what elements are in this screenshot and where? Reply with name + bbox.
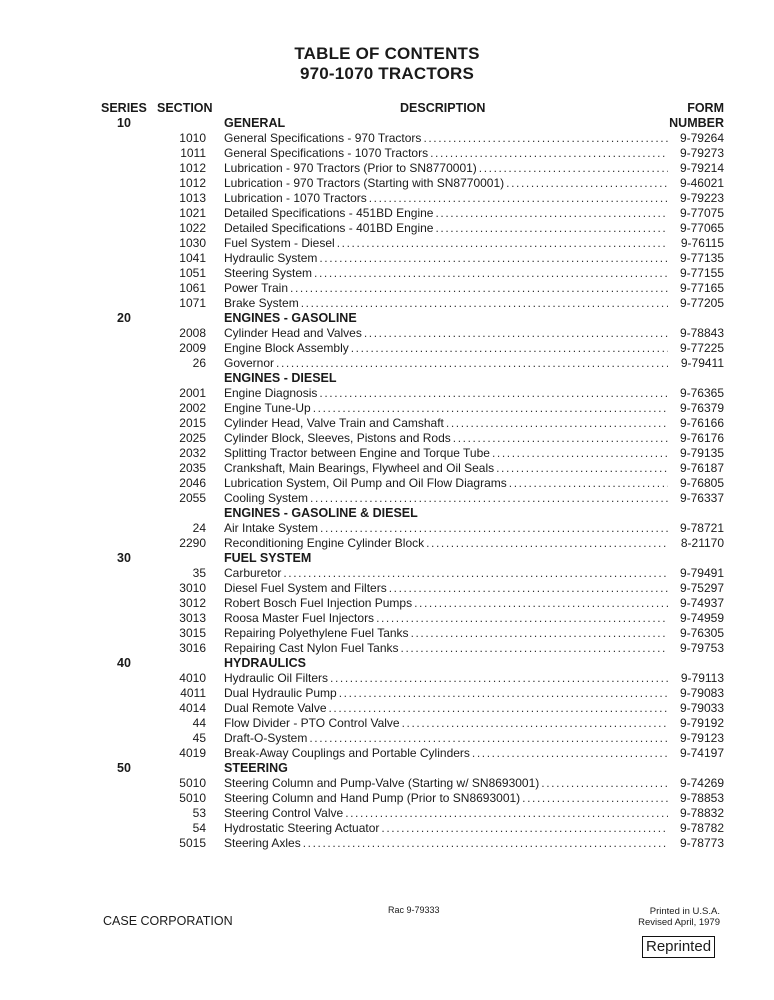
form-number: 9-79273 [679,146,724,160]
dot-leader [541,776,668,791]
section-number: 5015 [179,836,206,850]
table-row [0,731,774,746]
printed-location: Printed in U.S.A. [649,906,720,917]
section-number: 4010 [179,671,206,685]
form-number: 9-79264 [679,131,724,145]
series-number: 20 [117,311,131,325]
form-number: 9-76337 [679,491,724,505]
form-number: 9-74269 [679,776,724,790]
category-heading: ENGINES - DIESEL [224,371,337,385]
description-cell [224,686,668,701]
section-number: 1022 [179,221,206,235]
table-row [0,521,774,536]
form-number: 9-77205 [679,296,724,310]
dot-leader [446,416,668,431]
table-row [0,281,774,296]
table-row [0,461,774,476]
description-cell [224,581,668,596]
description-text: Diesel Fuel System and Filters [224,581,387,595]
dot-leader [496,461,668,476]
dot-leader [376,611,668,626]
description-cell [224,326,668,341]
description-cell [224,521,668,536]
description-cell [224,641,668,656]
description-cell [224,266,668,281]
section-number: 1041 [179,251,206,265]
table-row [0,746,774,761]
dot-leader [339,686,668,701]
description-text: Detailed Specifications - 401BD Engine [224,221,434,235]
dot-leader [303,836,668,851]
section-number: 5010 [179,791,206,805]
form-number: 9-78773 [679,836,724,850]
form-number: 9-79123 [679,731,724,745]
description-cell [224,401,668,416]
form-number: 9-79214 [679,161,724,175]
description-text: Engine Tune-Up [224,401,311,415]
section-number: 1021 [179,206,206,220]
description-text: Air Intake System [224,521,319,535]
section-number: 1051 [179,266,206,280]
section-number: 1030 [179,236,206,250]
description-cell [224,386,668,401]
description-text: Cooling System [224,491,309,505]
form-number: 9-77075 [679,206,724,220]
section-number: 2009 [179,341,206,355]
description-cell [224,176,668,191]
dot-leader [472,746,668,761]
table-row [0,416,774,431]
dot-leader [319,386,668,401]
dot-leader [414,596,668,611]
dot-leader [435,221,668,236]
description-text: Hydrostatic Steering Actuator [224,821,380,835]
section-number: 2008 [179,326,206,340]
description-cell [224,281,668,296]
table-row [0,326,774,341]
form-number: 9-75297 [679,581,724,595]
section-number: 2002 [179,401,206,415]
dot-leader [411,626,668,641]
revision-date: Revised April, 1979 [638,917,720,928]
description-text: Draft-O-System [224,731,308,745]
table-row [0,671,774,686]
description-cell [224,776,668,791]
section-number: 3013 [179,611,206,625]
description-text: Crankshaft, Main Bearings, Flywheel and Oil Seals [224,461,495,475]
description-cell [224,671,668,686]
form-number: 9-79033 [679,701,724,715]
table-row [0,161,774,176]
dot-leader [276,356,668,371]
column-header-series: SERIES [101,101,147,115]
table-row [0,191,774,206]
category-row [0,116,774,131]
section-number: 45 [192,731,206,745]
dot-leader [506,176,668,191]
form-number: 9-79192 [679,716,724,730]
section-number: 1013 [179,191,206,205]
table-row [0,176,774,191]
form-number: 9-76305 [679,626,724,640]
column-header-description: DESCRIPTION [400,101,486,115]
description-cell [224,746,668,761]
category-heading: GENERAL [224,116,286,130]
description-cell [224,131,668,146]
category-row [0,551,774,566]
description-cell [224,356,668,371]
category-row [0,311,774,326]
form-number: 9-79113 [680,671,724,685]
section-number: 26 [192,356,206,370]
description-text: Steering System [224,266,313,280]
table-row [0,596,774,611]
description-text: Fuel System - Diesel [224,236,335,250]
dot-leader [310,491,668,506]
form-number: 9-79223 [679,191,724,205]
table-row [0,581,774,596]
category-row [0,506,774,521]
table-row [0,401,774,416]
dot-leader [351,341,668,356]
section-number: 2032 [179,446,206,460]
form-number: 9-46021 [679,176,724,190]
section-number: 1071 [179,296,206,310]
section-number: 2001 [179,386,206,400]
description-text: Steering Column and Hand Pump (Prior to SN8693001) [224,791,521,805]
dot-leader [389,581,668,596]
description-text: Engine Diagnosis [224,386,318,400]
dot-leader [364,326,668,341]
series-number: 10 [117,116,131,130]
section-number: 2290 [179,536,206,550]
form-number: 9-78843 [679,326,724,340]
table-row [0,701,774,716]
section-number: 1012 [179,161,206,175]
section-number: 2035 [179,461,206,475]
description-cell [224,146,668,161]
description-cell [224,611,668,626]
description-cell [224,296,668,311]
page-title [0,44,774,84]
dot-leader [309,731,668,746]
form-number: 9-78832 [679,806,724,820]
table-row [0,251,774,266]
form-number: 9-79491 [679,566,724,580]
dot-leader [453,431,668,446]
description-cell [224,251,668,266]
description-cell [224,596,668,611]
description-text: Governor [224,356,275,370]
form-number: 9-76379 [679,401,724,415]
description-cell [224,626,668,641]
description-text: Steering Axles [224,836,301,850]
description-text: Hydraulic Oil Filters [224,671,329,685]
form-number: 9-74959 [679,611,724,625]
description-text: Lubrication - 1070 Tractors [224,191,367,205]
table-row [0,836,774,851]
table-row [0,536,774,551]
form-number: 9-79083 [679,686,724,700]
description-text: Reconditioning Engine Cylinder Block [224,536,425,550]
table-row [0,221,774,236]
description-text: Cylinder Block, Sleeves, Pistons and Rods [224,431,451,445]
description-cell [224,566,668,581]
dot-leader [381,821,668,836]
category-heading: HYDRAULICS [224,656,306,670]
table-row [0,806,774,821]
description-cell [224,836,668,851]
description-cell [224,431,668,446]
dot-leader [319,251,668,266]
description-text: Brake System [224,296,299,310]
table-row [0,791,774,806]
section-number: 3010 [179,581,206,595]
form-number: 8-21170 [680,536,724,550]
description-text: Cylinder Head, Valve Train and Camshaft [224,416,444,430]
form-number: 9-76805 [679,476,724,490]
description-cell [224,491,668,506]
column-header-number: NUMBER [669,116,724,130]
section-number: 1061 [179,281,206,295]
dot-leader [423,131,668,146]
section-number: 4014 [179,701,206,715]
document-number: Rac 9-79333 [388,905,440,915]
description-cell [224,536,668,551]
series-number: 40 [117,656,131,670]
column-header-section: SECTION [157,101,213,115]
dot-leader [329,701,669,716]
series-number: 30 [117,551,131,565]
description-cell [224,161,668,176]
description-text: Flow Divider - PTO Control Valve [224,716,400,730]
table-row [0,296,774,311]
form-number: 9-77165 [679,281,724,295]
description-cell [224,806,668,821]
form-number: 9-76365 [679,386,724,400]
section-number: 3016 [179,641,206,655]
table-row [0,641,774,656]
description-text: Detailed Specifications - 451BD Engine [224,206,434,220]
category-heading: ENGINES - GASOLINE & DIESEL [224,506,418,520]
dot-leader [337,236,668,251]
description-text: Lubrication System, Oil Pump and Oil Flow Diagrams [224,476,507,490]
table-row [0,431,774,446]
form-number: 9-76166 [679,416,724,430]
section-number: 24 [192,521,206,535]
category-heading: STEERING [224,761,288,775]
description-cell [224,236,668,251]
dot-leader [430,146,668,161]
form-number: 9-77065 [679,221,724,235]
dot-leader [314,266,668,281]
description-cell [224,206,668,221]
section-number: 53 [192,806,206,820]
form-number: 9-79753 [679,641,724,655]
description-cell [224,476,668,491]
dot-leader [283,566,668,581]
description-cell [224,461,668,476]
table-row [0,566,774,581]
form-number: 9-77135 [679,251,724,265]
column-header-form: FORM [687,101,724,115]
description-text: Engine Block Assembly [224,341,349,355]
section-number: 2055 [179,491,206,505]
dot-leader [435,206,668,221]
section-number: 2015 [179,416,206,430]
form-number: 9-76115 [680,236,724,250]
dot-leader [301,296,668,311]
description-cell [224,731,668,746]
table-row [0,626,774,641]
table-row [0,446,774,461]
table-row [0,716,774,731]
table-row [0,356,774,371]
section-number: 3015 [179,626,206,640]
description-text: Dual Remote Valve [224,701,327,715]
description-cell [224,341,668,356]
series-number: 50 [117,761,131,775]
description-cell [224,446,668,461]
description-text: Repairing Cast Nylon Fuel Tanks [224,641,399,655]
section-number: 3012 [179,596,206,610]
category-row [0,761,774,776]
description-cell [224,716,668,731]
description-text: Lubrication - 970 Tractors (Starting with SN8770001) [224,176,505,190]
category-heading: ENGINES - GASOLINE [224,311,357,325]
dot-leader [401,641,668,656]
description-cell [224,191,668,206]
section-number: 2046 [179,476,206,490]
table-row [0,386,774,401]
description-text: General Specifications - 1070 Tractors [224,146,429,160]
description-text: Hydraulic System [224,251,318,265]
section-number: 1010 [179,131,206,145]
category-heading: FUEL SYSTEM [224,551,312,565]
table-row [0,611,774,626]
section-number: 1012 [179,176,206,190]
table-row [0,776,774,791]
category-row [0,371,774,386]
form-number: 9-77225 [679,341,724,355]
form-number: 9-74197 [679,746,724,760]
dot-leader [330,671,668,686]
form-number: 9-78721 [679,521,724,535]
table-row [0,686,774,701]
dot-leader [426,536,668,551]
description-text: Lubrication - 970 Tractors (Prior to SN8770001) [224,161,477,175]
description-text: Steering Column and Pump-Valve (Starting w/ SN8693001) [224,776,540,790]
form-number: 9-74937 [679,596,724,610]
table-row [0,266,774,281]
section-number: 4011 [180,686,206,700]
form-number: 9-76187 [679,461,724,475]
form-number: 9-78782 [679,821,724,835]
form-number: 9-79411 [680,356,724,370]
description-text: Steering Control Valve [224,806,344,820]
dot-leader [345,806,668,821]
table-row [0,206,774,221]
description-text: General Specifications - 970 Tractors [224,131,422,145]
dot-leader [522,791,668,806]
description-cell [224,221,668,236]
print-info [638,906,720,928]
reprinted-stamp: Reprinted [642,936,715,958]
description-cell [224,701,668,716]
description-text: Splitting Tractor between Engine and Torque Tube [224,446,490,460]
category-row [0,656,774,671]
section-number: 54 [192,821,206,835]
description-text: Dual Hydraulic Pump [224,686,337,700]
table-row [0,131,774,146]
description-text: Repairing Polyethylene Fuel Tanks [224,626,409,640]
dot-leader [479,161,668,176]
section-number: 2025 [179,431,206,445]
description-text: Power Train [224,281,289,295]
description-text: Robert Bosch Fuel Injection Pumps [224,596,413,610]
dot-leader [369,191,668,206]
form-number: 9-78853 [679,791,724,805]
description-cell [224,791,668,806]
form-number: 9-76176 [679,431,724,445]
description-text: Break-Away Couplings and Portable Cylinders [224,746,470,760]
dot-leader [290,281,668,296]
dot-leader [402,716,668,731]
section-number: 44 [192,716,206,730]
section-number: 35 [192,566,206,580]
table-row [0,146,774,161]
section-number: 5010 [179,776,206,790]
dot-leader [509,476,668,491]
description-text: Roosa Master Fuel Injectors [224,611,375,625]
dot-leader [492,446,668,461]
form-number: 9-79135 [679,446,724,460]
dot-leader [313,401,668,416]
dot-leader [320,521,668,536]
company-name: CASE CORPORATION [103,914,233,928]
table-row [0,341,774,356]
description-text: Carburetor [224,566,282,580]
description-cell [224,416,668,431]
description-cell [224,821,668,836]
table-row [0,821,774,836]
title-line-2: 970-1070 TRACTORS [299,64,475,83]
section-number: 4019 [179,746,206,760]
form-number: 9-77155 [679,266,724,280]
section-number: 1011 [180,146,206,160]
description-text: Cylinder Head and Valves [224,326,362,340]
title-line-1: TABLE OF CONTENTS [294,44,480,63]
table-row [0,476,774,491]
table-of-contents [0,116,774,851]
table-row [0,236,774,251]
table-row [0,491,774,506]
